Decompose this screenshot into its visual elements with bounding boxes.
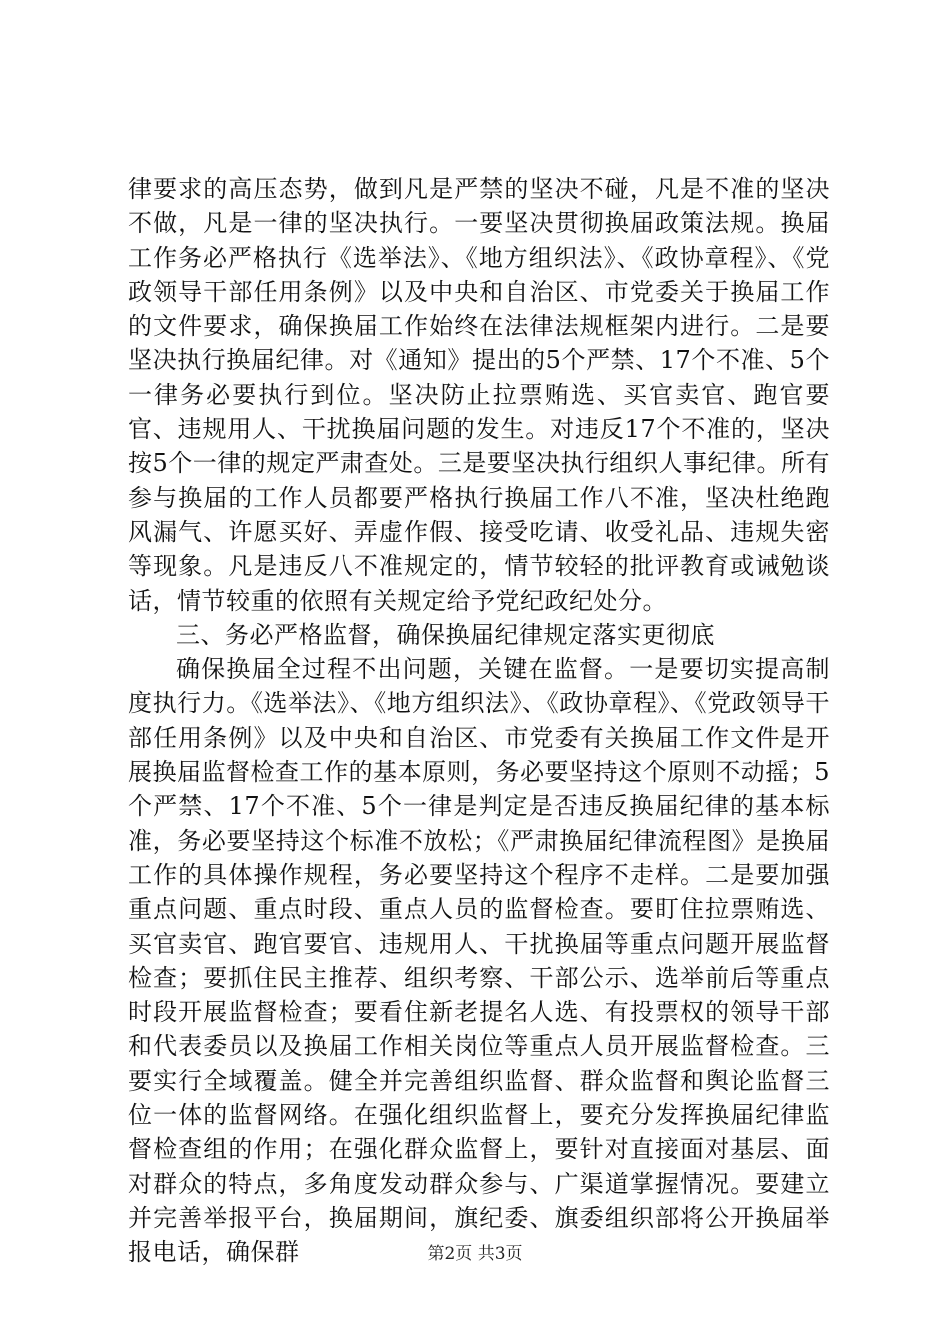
page-indicator: 第2页 共3页 bbox=[427, 1244, 523, 1264]
page-footer bbox=[0, 1242, 950, 1266]
body-paragraph-continuation: 律要求的高压态势，做到凡是严禁的坚决不碰，凡是不准的坚决不做，凡是一律的坚决执行。一要坚决贯彻换届政策法规。换届工作务必严格执行《选举法》、《地方组织法》、《政协章程》、《党政领导干部任用条例》以及中央和自治区、市党委关于换届工作的文件要求，确保换届工作始终在法律法规框架内进行。二是要坚决执行换届纪律。对《通知》提出的5个严禁、17个不准、5个一律务必要执行到位。坚决防止拉票贿选、买官卖官、跑官要官、违规用人、干扰换届问题的发生。对违反17个不准的，坚决按5个一律的规定严肃查处。三是要坚决执行组织人事纪律。所有参与换届的工作人员都要严格执行换届工作八不准，坚决杜绝跑风漏气、许愿买好、弄虚作假、接受吃请、收受礼品、违规失密等现象。凡是违反八不准规定的，情节较轻的批评教育或诫勉谈话，情节较重的依照有关规定给予党纪政纪处分。 bbox=[128, 175, 830, 615]
section-heading: 三、务必严格监督，确保换届纪律规定落实更彻底 bbox=[176, 620, 715, 649]
document-body bbox=[128, 172, 830, 1270]
body-paragraph: 确保换届全过程不出问题，关键在监督。一是要切实提高制度执行力。《选举法》、《地方组织法》、《政协章程》、《党政领导干部任用条例》以及中央和自治区、市党委有关换届工作文件是开展换届监督检查工作的基本原则，务必要坚持这个原则不动摇；5个严禁、17个不准、5个一律是判定是否违反换届纪律的基本标准，务必要坚持这个标准不放松；《严肃换届纪律流程图》是换届工作的具体操作规程，务必要坚持这个程序不走样。二是要加强重点问题、重点时段、重点人员的监督检查。要盯住拉票贿选、买官卖官、跑官要官、违规用人、干扰换届等重点问题开展监督检查；要抓住民主推荐、组织考察、干部公示、选举前后等重点时段开展监督检查；要看住新老提名人选、有投票权的领导干部和代表委员以及换届工作相关岗位等重点人员开展监督检查。三要实行全域覆盖。健全并完善组织监督、群众监督和舆论监督三位一体的监督网络。在强化组织监督上，要充分发挥换届纪律监督检查组的作用；在强化群众监督上，要针对直接面对基层、面对群众的特点，多角度发动群众参与、广渠道掌握情况。要建立并完善举报平台，换届期间，旗纪委、旗委组织部将公开换届举报电话，确保群 bbox=[128, 655, 830, 1267]
